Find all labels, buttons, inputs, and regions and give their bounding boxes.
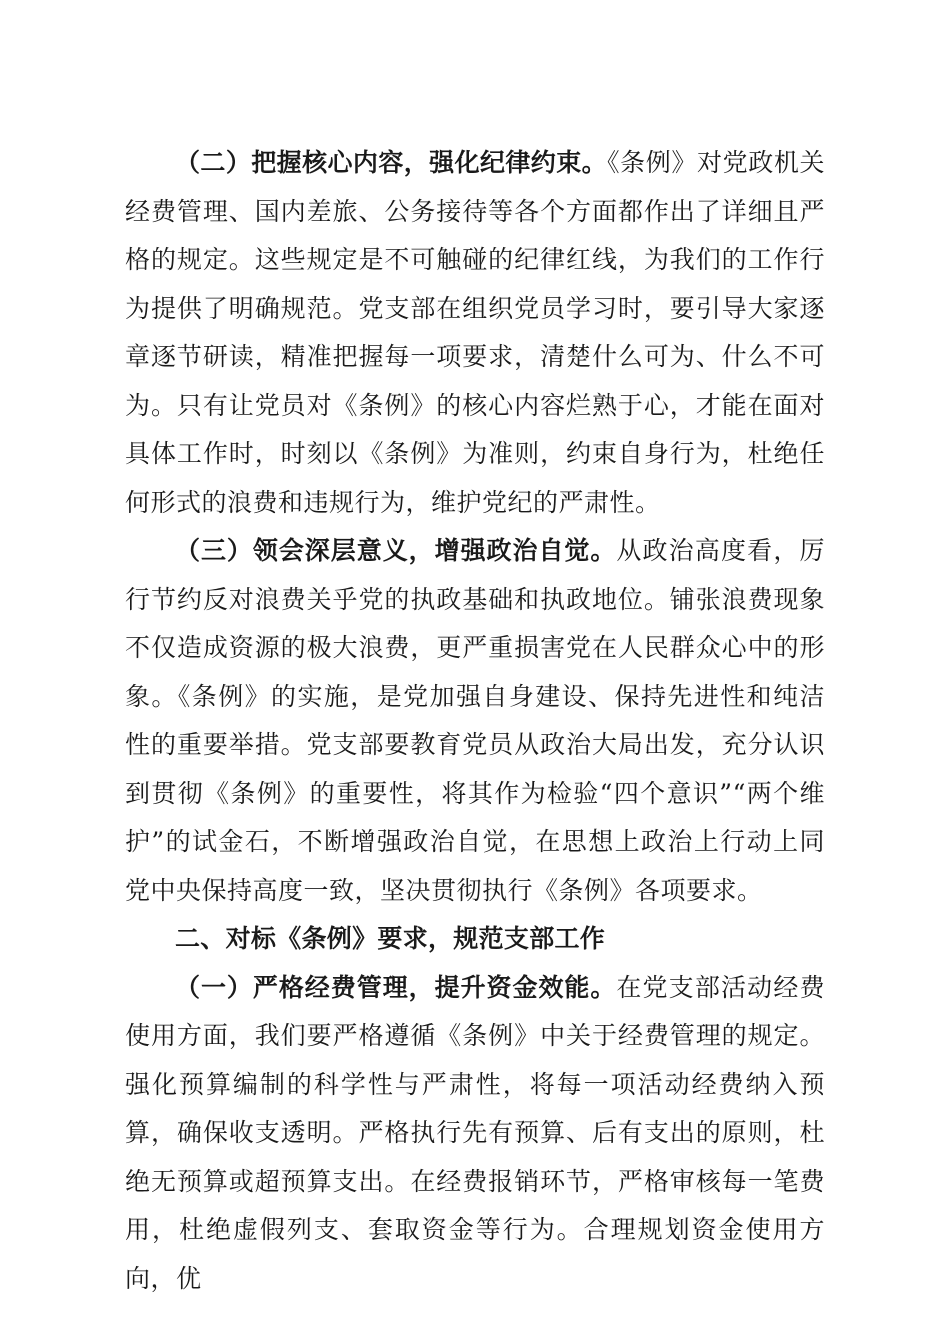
paragraph-lead: （一）严格经费管理，提升资金效能。 bbox=[175, 972, 617, 1002]
paragraph-grasp-core-content bbox=[125, 139, 825, 527]
paragraph-lead: （二）把握核心内容，强化纪律约束。 bbox=[175, 148, 608, 177]
paragraph-lead: （三）领会深层意义，增强政治自觉。 bbox=[175, 536, 617, 565]
paragraph-text: 从政治高度看，厉行节约反对浪费关乎党的执政基础和执政地位。铺张浪费现象不仅造成资源的极大浪费，更严重损害党在人民群众心中的形象。《条例》的实施，是党加强自身建设、保持先进性和纯洁性的重要举措。党支部要教育党员从政治大局出发，充分认识到贯彻《条例》的重要性，将其作为检验“四个意识”“两个维护”的试金石，不断增强政治自觉，在思想上政治上行动上同党中央保持高度一致，坚决贯彻执行《条例》各项要求。 bbox=[125, 536, 825, 905]
paragraph-text: 《条例》对党政机关经费管理、国内差旅、公务接待等各个方面都作出了详细且严格的规定。这些规定是不可触碰的纪律红线，为我们的工作行为提供了明确规范。党支部在组织党员学习时，要引导大家逐章逐节研读，精准把握每一项要求，清楚什么可为、什么不可为。只有让党员对《条例》的核心内容烂熟于心，才能在面对具体工作时，时刻以《条例》为准则，约束自身行为，杜绝任何形式的浪费和违规行为，维护党纪的严肃性。 bbox=[125, 148, 825, 517]
paragraph-fund-management bbox=[125, 964, 825, 1304]
section-heading: 二、对标《条例》要求，规范支部工作 bbox=[175, 924, 606, 953]
paragraph-political-consciousness bbox=[125, 527, 825, 915]
document-body bbox=[125, 139, 825, 1303]
paragraph-text: 在党支部活动经费使用方面，我们要严格遵循《条例》中关于经费管理的规定。强化预算编制的科学性与严肃性，将每一项活动经费纳入预算，确保收支透明。严格执行先有预算、后有支出的原则，杜绝无预算或超预算支出。在经费报销环节，严格审核每一笔费用，杜绝虚假列支、套取资金等行为。合理规划资金使用方向，优 bbox=[125, 972, 825, 1293]
